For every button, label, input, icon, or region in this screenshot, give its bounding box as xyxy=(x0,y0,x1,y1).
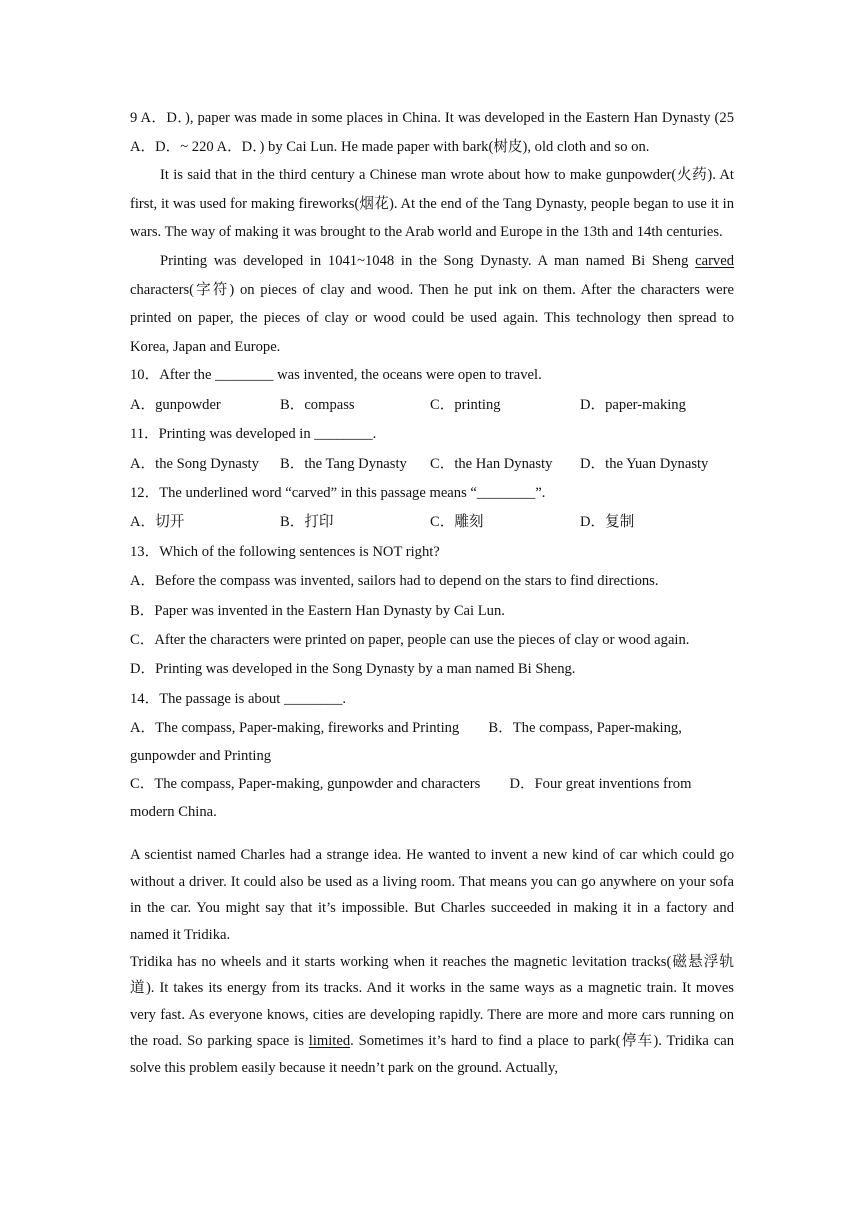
question-12-options xyxy=(130,508,734,537)
q11-option-b: B．the Tang Dynasty xyxy=(280,455,407,472)
passage1-paragraph-printing xyxy=(130,247,734,361)
q12-option-b: B．打印 xyxy=(280,514,334,531)
q13-option-a: A．Before the compass was invented, sailors had to depend on the stars to find directions. xyxy=(130,573,659,590)
q10-option-a: A．gunpowder xyxy=(130,396,221,413)
question-11-stem: 11．Printing was developed in ________. xyxy=(130,426,377,443)
q11-option-c: C．the Han Dynasty xyxy=(430,455,553,472)
q10-option-d: D．paper-making xyxy=(580,396,686,413)
q11-option-d: D．the Yuan Dynasty xyxy=(580,455,709,472)
q13-option-c: C．After the characters were printed on paper, people can use the pieces of clay or wood again. xyxy=(130,632,690,648)
q12-option-c: C．雕刻 xyxy=(430,514,484,531)
q11-option-a: A．the Song Dynasty xyxy=(130,455,259,472)
q12-option-a: A．切开 xyxy=(130,514,185,531)
printing-text-after: characters(字符) on pieces of clay and wood. Then he put ink on them. After the characters were printed on paper, the pieces of clay or wood could be used again. This technology then spread to Korea, Japan and Europe. xyxy=(130,281,734,355)
question-10-options xyxy=(130,391,734,420)
q14-options-ab: A．The compass, Paper-making, fireworks and Printing B．The compass, Paper-making, gunpowder and Printing xyxy=(130,720,682,765)
tridika-text-before: Tridika has no wheels and it starts working when it reaches the magnetic levitation tracks(磁悬浮轨道). It takes its energy from its tracks. And it works in the same ways as a magnetic train. It moves very fast. As everyone knows, cities are developing rapidly. There are more and more cars running on the road. So parking space is xyxy=(130,953,734,1050)
question-12-stem: 12．The underlined word “carved” in this passage means “________”. xyxy=(130,484,546,501)
passage1-paragraph-paper: 9 A．D．), paper was made in some places in China. It was developed in the Eastern Han Dynasty (25 A．D．~ 220 A．D．) by Cai Lun. He made paper with bark(树皮), old cloth and so on. xyxy=(130,110,734,155)
q10-option-c: C．printing xyxy=(430,396,501,413)
document-content xyxy=(130,104,734,1082)
underlined-word-limited: limited xyxy=(308,1033,351,1050)
q12-option-d: D．复制 xyxy=(580,514,635,531)
section-gap xyxy=(130,826,734,842)
tridika-text-after: . Sometimes it’s hard to find a place to park(停车). Tridika can solve this problem easily because it needn’t park on the ground. Actually, xyxy=(130,1033,735,1076)
question-14-stem: 14．The passage is about ________. xyxy=(130,690,347,707)
printing-text-before: Printing was developed in 1041~1048 in the Song Dynasty. A man named Bi Sheng xyxy=(160,252,696,269)
q10-option-b: B．compass xyxy=(280,396,355,413)
question-13-stem: 13．Which of the following sentences is NOT right? xyxy=(130,543,440,560)
q14-options-cd: C．The compass, Paper-making, gunpowder and characters D．Four great inventions from modern China. xyxy=(130,776,692,821)
underlined-word-carved: carved xyxy=(695,252,734,269)
question-11-options xyxy=(130,450,734,479)
q13-option-b: B．Paper was invented in the Eastern Han Dynasty by Cai Lun. xyxy=(130,602,505,619)
passage1-paragraph-gunpowder: It is said that in the third century a Chinese man wrote about how to make gunpowder(火药). At first, it was used for making fireworks(烟花). At the end of the Tang Dynasty, people began to use it in wars. The way of making it was brought to the Arab world and Europe in the 13th and 14th centuries. xyxy=(130,167,734,241)
passage2-paragraph-tridika xyxy=(130,949,734,1082)
passage2-paragraph-charles: A scientist named Charles had a strange idea. He wanted to invent a new kind of car which could go without a driver. It could also be used as a living room. That means you can go anywhere on your sofa in the car. You might say that it’s impossible. But Charles succeeded in making it in a factory and named it Tridika. xyxy=(130,847,734,943)
q13-option-d: D．Printing was developed in the Song Dynasty by a man named Bi Sheng. xyxy=(130,661,576,678)
question-10-stem: 10．After the ________ was invented, the oceans were open to travel. xyxy=(130,367,542,384)
